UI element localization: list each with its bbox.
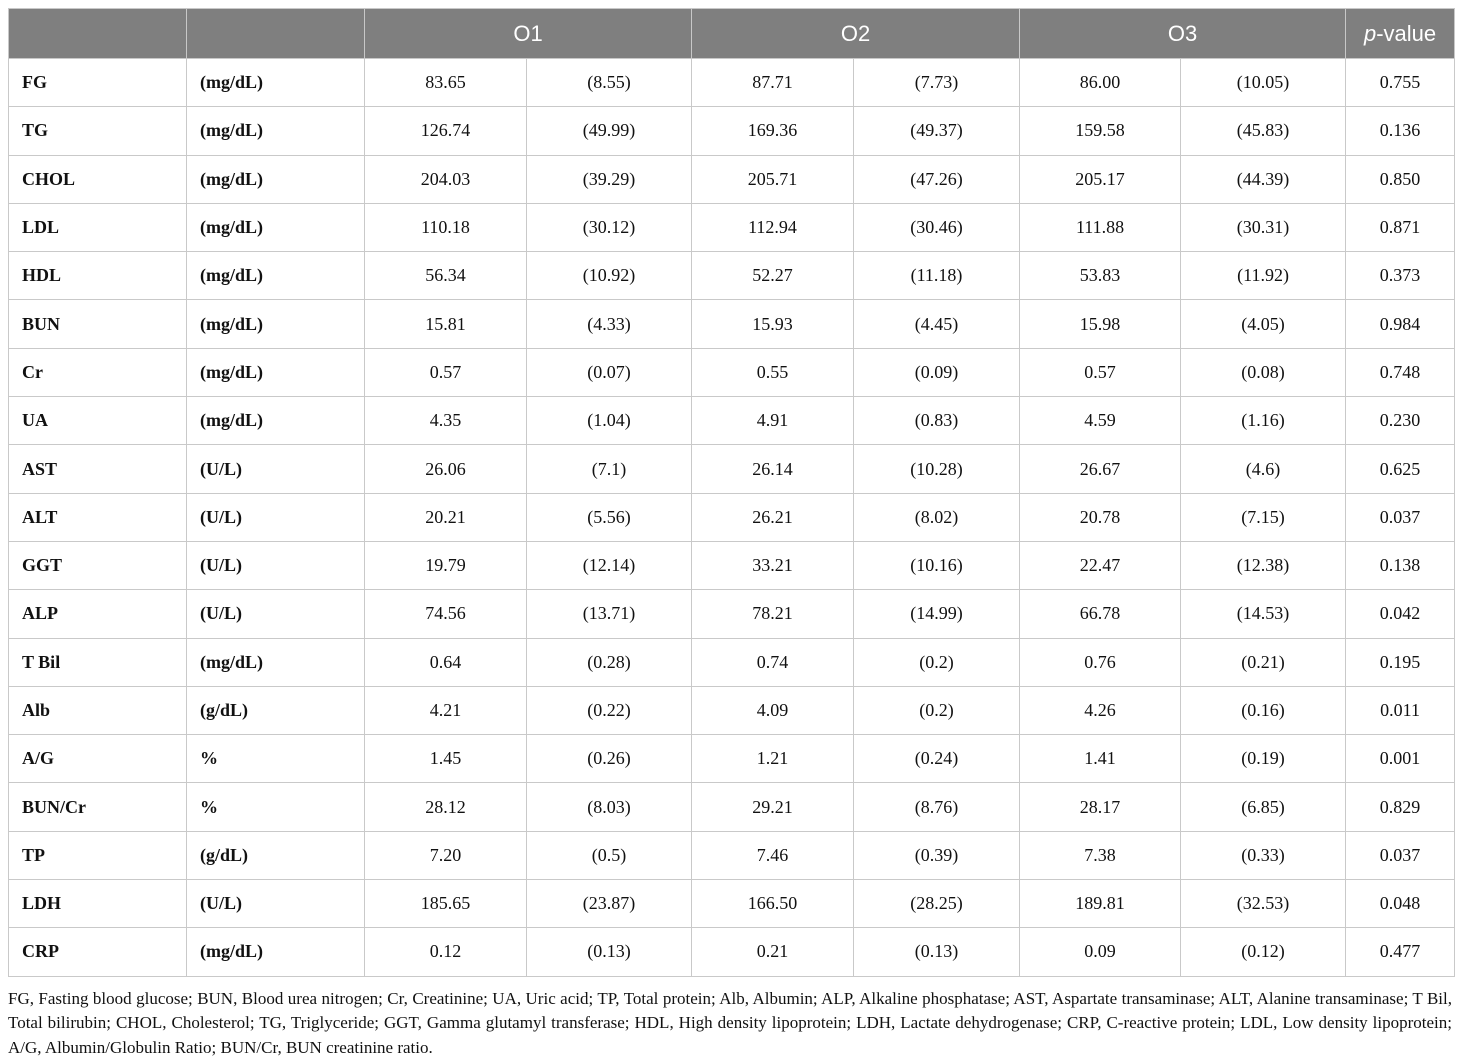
results-table (8, 8, 1455, 977)
o1-mean-cell: 83.65 (365, 59, 527, 107)
row-unit-cell: % (187, 735, 365, 783)
o2-mean-cell: 33.21 (692, 541, 854, 589)
row-unit-cell: (mg/dL) (187, 155, 365, 203)
o1-mean-cell: 4.35 (365, 397, 527, 445)
p-value-cell: 0.748 (1346, 348, 1455, 396)
o1-sd-cell: (39.29) (527, 155, 692, 203)
row-name-cell: Cr (9, 348, 187, 396)
o2-mean-cell: 52.27 (692, 252, 854, 300)
header-p-prefix: p (1363, 20, 1377, 46)
row-unit-cell: (mg/dL) (187, 203, 365, 251)
row-unit-cell: (g/dL) (187, 686, 365, 734)
o2-mean-cell: 7.46 (692, 831, 854, 879)
o3-mean-cell: 0.57 (1020, 348, 1181, 396)
o3-mean-cell: 66.78 (1020, 590, 1181, 638)
o2-sd-cell: (0.39) (854, 831, 1020, 879)
o2-sd-cell: (10.28) (854, 445, 1020, 493)
o1-sd-cell: (13.71) (527, 590, 692, 638)
p-value-cell: 0.037 (1346, 831, 1455, 879)
o2-sd-cell: (0.09) (854, 348, 1020, 396)
o1-mean-cell: 1.45 (365, 735, 527, 783)
o3-sd-cell: (45.83) (1181, 107, 1346, 155)
o3-sd-cell: (4.6) (1181, 445, 1346, 493)
o2-sd-cell: (30.46) (854, 203, 1020, 251)
row-name-cell: BUN (9, 300, 187, 348)
o3-sd-cell: (32.53) (1181, 880, 1346, 928)
o3-mean-cell: 205.17 (1020, 155, 1181, 203)
o3-sd-cell: (10.05) (1181, 59, 1346, 107)
p-value-cell: 0.037 (1346, 493, 1455, 541)
o2-mean-cell: 205.71 (692, 155, 854, 203)
o2-sd-cell: (14.99) (854, 590, 1020, 638)
document (8, 8, 1452, 1060)
row-unit-cell: (U/L) (187, 493, 365, 541)
p-value-cell: 0.829 (1346, 783, 1455, 831)
row-unit-cell: (U/L) (187, 590, 365, 638)
o3-mean-cell: 111.88 (1020, 203, 1181, 251)
o3-mean-cell: 0.76 (1020, 638, 1181, 686)
o1-mean-cell: 204.03 (365, 155, 527, 203)
p-value-cell: 0.871 (1346, 203, 1455, 251)
p-value-cell: 0.477 (1346, 928, 1455, 976)
o2-sd-cell: (49.37) (854, 107, 1020, 155)
table-row (9, 493, 1455, 541)
row-unit-cell: (mg/dL) (187, 107, 365, 155)
o3-sd-cell: (6.85) (1181, 783, 1346, 831)
o2-mean-cell: 26.14 (692, 445, 854, 493)
o1-sd-cell: (5.56) (527, 493, 692, 541)
o1-sd-cell: (49.99) (527, 107, 692, 155)
o1-mean-cell: 126.74 (365, 107, 527, 155)
o2-sd-cell: (8.76) (854, 783, 1020, 831)
p-value-cell: 0.373 (1346, 252, 1455, 300)
o1-mean-cell: 7.20 (365, 831, 527, 879)
row-unit-cell: % (187, 783, 365, 831)
header-p-value (1346, 9, 1455, 59)
o2-sd-cell: (0.13) (854, 928, 1020, 976)
p-value-cell: 0.048 (1346, 880, 1455, 928)
o2-sd-cell: (0.83) (854, 397, 1020, 445)
o2-sd-cell: (8.02) (854, 493, 1020, 541)
o3-sd-cell: (12.38) (1181, 541, 1346, 589)
o1-sd-cell: (30.12) (527, 203, 692, 251)
table-row (9, 59, 1455, 107)
table-row (9, 155, 1455, 203)
o3-sd-cell: (0.08) (1181, 348, 1346, 396)
header-name (9, 9, 187, 59)
table-row (9, 686, 1455, 734)
row-name-cell: AST (9, 445, 187, 493)
row-unit-cell: (mg/dL) (187, 638, 365, 686)
o1-mean-cell: 19.79 (365, 541, 527, 589)
row-name-cell: BUN/Cr (9, 783, 187, 831)
row-name-cell: T Bil (9, 638, 187, 686)
o1-mean-cell: 0.12 (365, 928, 527, 976)
table-footnote: FG, Fasting blood glucose; BUN, Blood urea nitrogen; Cr, Creatinine; UA, Uric acid; TP, Total protein; Alb, Albumin; ALP, Alkaline phosphatase; AST, Aspartate transaminase; ALT, Alanine transaminase; T Bil, Total bilirubin; CHOL, Cholesterol; TG, Triglyceride; GGT, Gamma glutamyl transferase; HDL, High density lipoprotein; LDH, Lactate dehydrogenase; CRP, C-reactive protein; LDL, Low density lipoprotein; A/G, Albumin/Globulin Ratio; BUN/Cr, BUN creatinine ratio. (8, 988, 1452, 1057)
row-name-cell: ALT (9, 493, 187, 541)
o1-sd-cell: (0.13) (527, 928, 692, 976)
o2-sd-cell: (11.18) (854, 252, 1020, 300)
table-row (9, 735, 1455, 783)
o3-mean-cell: 159.58 (1020, 107, 1181, 155)
o1-sd-cell: (1.04) (527, 397, 692, 445)
o3-sd-cell: (7.15) (1181, 493, 1346, 541)
row-name-cell: TP (9, 831, 187, 879)
o2-mean-cell: 4.91 (692, 397, 854, 445)
table-row (9, 783, 1455, 831)
o2-mean-cell: 29.21 (692, 783, 854, 831)
o1-sd-cell: (10.92) (527, 252, 692, 300)
o2-mean-cell: 0.21 (692, 928, 854, 976)
o3-mean-cell: 86.00 (1020, 59, 1181, 107)
p-value-cell: 0.195 (1346, 638, 1455, 686)
o2-mean-cell: 4.09 (692, 686, 854, 734)
o3-sd-cell: (0.12) (1181, 928, 1346, 976)
o3-mean-cell: 0.09 (1020, 928, 1181, 976)
o1-mean-cell: 0.57 (365, 348, 527, 396)
table-row (9, 300, 1455, 348)
o2-sd-cell: (28.25) (854, 880, 1020, 928)
table-row (9, 348, 1455, 396)
o3-mean-cell: 1.41 (1020, 735, 1181, 783)
row-name-cell: LDL (9, 203, 187, 251)
o2-sd-cell: (0.2) (854, 686, 1020, 734)
o2-mean-cell: 169.36 (692, 107, 854, 155)
table-row (9, 397, 1455, 445)
header-p-suffix: -value (1376, 20, 1437, 46)
o1-sd-cell: (12.14) (527, 541, 692, 589)
o3-mean-cell: 15.98 (1020, 300, 1181, 348)
o3-sd-cell: (30.31) (1181, 203, 1346, 251)
o3-sd-cell: (0.33) (1181, 831, 1346, 879)
row-name-cell: FG (9, 59, 187, 107)
o1-mean-cell: 20.21 (365, 493, 527, 541)
o3-mean-cell: 4.59 (1020, 397, 1181, 445)
o1-sd-cell: (4.33) (527, 300, 692, 348)
row-name-cell: HDL (9, 252, 187, 300)
table-row (9, 638, 1455, 686)
p-value-cell: 0.625 (1346, 445, 1455, 493)
o2-mean-cell: 78.21 (692, 590, 854, 638)
o3-sd-cell: (44.39) (1181, 155, 1346, 203)
header-o2: O2 (692, 9, 1020, 59)
row-unit-cell: (mg/dL) (187, 928, 365, 976)
o3-sd-cell: (0.16) (1181, 686, 1346, 734)
header-o1: O1 (365, 9, 692, 59)
o1-mean-cell: 28.12 (365, 783, 527, 831)
o3-mean-cell: 7.38 (1020, 831, 1181, 879)
table-body (9, 59, 1455, 977)
table-row (9, 541, 1455, 589)
p-value-cell: 0.138 (1346, 541, 1455, 589)
o2-mean-cell: 112.94 (692, 203, 854, 251)
o2-sd-cell: (0.24) (854, 735, 1020, 783)
row-unit-cell: (mg/dL) (187, 252, 365, 300)
o1-sd-cell: (0.28) (527, 638, 692, 686)
o2-mean-cell: 87.71 (692, 59, 854, 107)
table-row (9, 880, 1455, 928)
p-value-cell: 0.011 (1346, 686, 1455, 734)
row-unit-cell: (U/L) (187, 880, 365, 928)
row-unit-cell: (mg/dL) (187, 300, 365, 348)
o1-sd-cell: (0.22) (527, 686, 692, 734)
p-value-cell: 0.042 (1346, 590, 1455, 638)
o1-sd-cell: (8.03) (527, 783, 692, 831)
p-value-cell: 0.001 (1346, 735, 1455, 783)
row-name-cell: CHOL (9, 155, 187, 203)
p-value-cell: 0.755 (1346, 59, 1455, 107)
o2-sd-cell: (10.16) (854, 541, 1020, 589)
table-row (9, 252, 1455, 300)
o3-sd-cell: (4.05) (1181, 300, 1346, 348)
o2-sd-cell: (47.26) (854, 155, 1020, 203)
row-unit-cell: (U/L) (187, 445, 365, 493)
row-unit-cell: (mg/dL) (187, 397, 365, 445)
o1-sd-cell: (0.07) (527, 348, 692, 396)
o1-sd-cell: (0.5) (527, 831, 692, 879)
o3-sd-cell: (1.16) (1181, 397, 1346, 445)
row-unit-cell: (mg/dL) (187, 59, 365, 107)
o2-mean-cell: 0.55 (692, 348, 854, 396)
row-unit-cell: (U/L) (187, 541, 365, 589)
o3-sd-cell: (0.21) (1181, 638, 1346, 686)
o2-sd-cell: (7.73) (854, 59, 1020, 107)
o1-mean-cell: 4.21 (365, 686, 527, 734)
o3-mean-cell: 53.83 (1020, 252, 1181, 300)
p-value-cell: 0.850 (1346, 155, 1455, 203)
o3-sd-cell: (11.92) (1181, 252, 1346, 300)
header-o3: O3 (1020, 9, 1346, 59)
p-value-cell: 0.230 (1346, 397, 1455, 445)
o2-mean-cell: 15.93 (692, 300, 854, 348)
o2-sd-cell: (4.45) (854, 300, 1020, 348)
o3-sd-cell: (0.19) (1181, 735, 1346, 783)
row-name-cell: Alb (9, 686, 187, 734)
o1-sd-cell: (7.1) (527, 445, 692, 493)
p-value-cell: 0.136 (1346, 107, 1455, 155)
o3-sd-cell: (14.53) (1181, 590, 1346, 638)
table-row (9, 107, 1455, 155)
o2-mean-cell: 0.74 (692, 638, 854, 686)
header-unit (187, 9, 365, 59)
o1-mean-cell: 110.18 (365, 203, 527, 251)
row-unit-cell: (g/dL) (187, 831, 365, 879)
p-value-cell: 0.984 (1346, 300, 1455, 348)
o3-mean-cell: 4.26 (1020, 686, 1181, 734)
o3-mean-cell: 22.47 (1020, 541, 1181, 589)
o1-mean-cell: 0.64 (365, 638, 527, 686)
o1-mean-cell: 15.81 (365, 300, 527, 348)
table-row (9, 831, 1455, 879)
table-row (9, 445, 1455, 493)
row-name-cell: UA (9, 397, 187, 445)
row-name-cell: CRP (9, 928, 187, 976)
o1-mean-cell: 74.56 (365, 590, 527, 638)
table-row (9, 590, 1455, 638)
table-row (9, 203, 1455, 251)
o1-sd-cell: (23.87) (527, 880, 692, 928)
o2-mean-cell: 1.21 (692, 735, 854, 783)
o1-mean-cell: 185.65 (365, 880, 527, 928)
o3-mean-cell: 26.67 (1020, 445, 1181, 493)
o1-mean-cell: 56.34 (365, 252, 527, 300)
row-name-cell: A/G (9, 735, 187, 783)
o3-mean-cell: 28.17 (1020, 783, 1181, 831)
o1-sd-cell: (0.26) (527, 735, 692, 783)
row-name-cell: LDH (9, 880, 187, 928)
o1-sd-cell: (8.55) (527, 59, 692, 107)
table-header-row (9, 9, 1455, 59)
row-name-cell: ALP (9, 590, 187, 638)
row-unit-cell: (mg/dL) (187, 348, 365, 396)
o3-mean-cell: 189.81 (1020, 880, 1181, 928)
o1-mean-cell: 26.06 (365, 445, 527, 493)
row-name-cell: GGT (9, 541, 187, 589)
o2-sd-cell: (0.2) (854, 638, 1020, 686)
row-name-cell: TG (9, 107, 187, 155)
o3-mean-cell: 20.78 (1020, 493, 1181, 541)
o2-mean-cell: 166.50 (692, 880, 854, 928)
o2-mean-cell: 26.21 (692, 493, 854, 541)
table-row (9, 928, 1455, 976)
